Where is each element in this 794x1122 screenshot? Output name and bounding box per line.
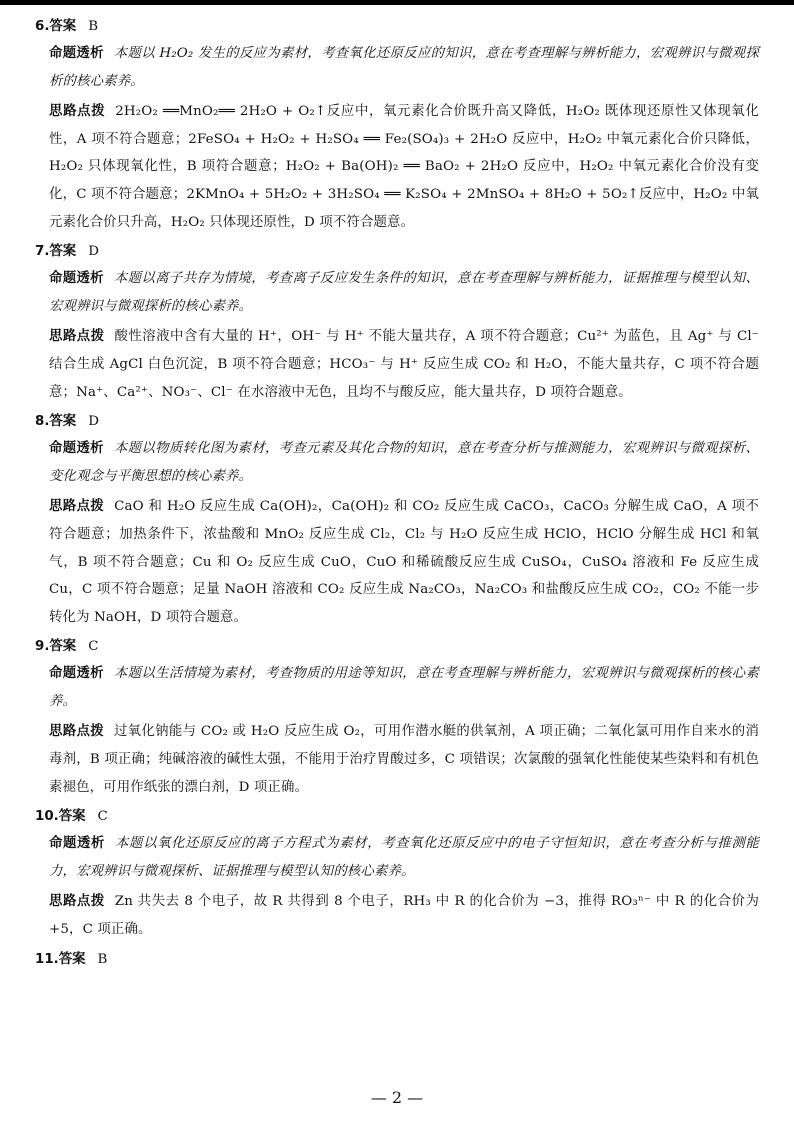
question-number: 9.答案 [35, 639, 77, 655]
question-number: 10.答案 [35, 809, 86, 825]
answer-line [35, 634, 759, 660]
question-7 [35, 239, 759, 406]
question-number: 6.答案 [35, 19, 77, 34]
analysis-label: 命题透析 [49, 666, 104, 682]
hint-label: 思路点拨 [49, 894, 105, 910]
hint-text: Zn 共失去 8 个电子，故 R 共得到 8 个电子，RH₃ 中 R 的化合价为 −3，推得 RO₃ⁿ⁻ 中 R 的化合价为 +5，C 项正确。 [49, 894, 759, 938]
analysis-text: 本题以氧化还原反应的离子方程式为素材，考查氧化还原反应中的电子守恒知识，意在考查分析与推测能力，宏观辨识与微观探析、证据推理与模型认知的核心素养。 [49, 836, 759, 879]
question-number: 8.答案 [35, 414, 77, 430]
answer-line [35, 409, 759, 435]
answer-letter: D [88, 414, 99, 430]
analysis-text: 本题以生活情境为素材，考查物质的用途等知识，意在考查理解与辨析能力，宏观辨识与微观探析的核心素养。 [49, 666, 759, 709]
analysis-label: 命题透析 [49, 836, 106, 852]
analysis-label: 命题透析 [49, 46, 104, 61]
analysis-paragraph [49, 435, 759, 490]
analysis-paragraph [49, 660, 759, 715]
hint-paragraph [49, 323, 759, 406]
question-11 [35, 947, 759, 973]
answer-page [35, 14, 759, 973]
answer-line [35, 947, 759, 973]
analysis-text: 本题以离子共存为情境，考查离子反应发生条件的知识，意在考查理解与辨析能力，证据推理与模型认知、宏观辨识与微观探析的核心素养。 [49, 271, 759, 314]
question-number: 7.答案 [35, 244, 77, 260]
question-8 [35, 409, 759, 631]
hint-label: 思路点拨 [49, 104, 106, 120]
answer-letter: B [97, 951, 108, 967]
analysis-label: 命题透析 [49, 271, 104, 287]
analysis-label: 命题透析 [49, 441, 104, 457]
question-9 [35, 634, 759, 801]
hint-text: CaO 和 H₂O 反应生成 Ca(OH)₂，Ca(OH)₂ 和 CO₂ 反应生成 CaCO₃，CaCO₃ 分解生成 CaO，A 项不符合题意；加热条件下，浓盐酸和 MnO₂ 反应生成 Cl₂，Cl₂ 与 H₂O 反应生成 HClO，HClO 分解生成 HCl 和氧气，B 项不符合题意；Cu 和 O₂ 反应生成 CuO，CuO 和稀硫酸反应生成 CuSO₄，CuSO₄ 溶液和 Fe 反应生成 Cu，C 项不符合题意；足量 NaOH 溶液和 CO₂ 反应生成 Na₂CO₃，Na₂CO₃ 和盐酸反应生成 CO₂，CO₂ 不能一步转化为 NaOH，D 项符合题意。 [49, 499, 759, 625]
hint-paragraph [49, 888, 759, 943]
hint-paragraph [49, 98, 759, 236]
hint-label: 思路点拨 [49, 499, 105, 515]
question-number: 11.答案 [35, 951, 86, 967]
analysis-paragraph [49, 265, 759, 320]
question-6 [35, 14, 759, 236]
answer-line [35, 804, 759, 830]
answer-line [35, 14, 759, 40]
hint-text: 过氧化钠能与 CO₂ 或 H₂O 反应生成 O₂，可用作潜水艇的供氧剂，A 项正确；二氧化氯可用作自来水的消毒剂，B 项正确；纯碱溶液的碱性太强，不能用于治疗胃酸过多，C 项错误；次氯酸的强氧化性能使某些染料和有机色素褪色，可用作纸张的漂白剂，D 项正确。 [49, 724, 759, 795]
answer-letter: D [88, 244, 99, 260]
answer-letter: B [88, 19, 99, 34]
hint-text: 2H₂O₂ ══MnO₂══ 2H₂O + O₂↑反应中，氧元素化合价既升高又降低，H₂O₂ 既体现还原性又体现氧化性，A 项不符合题意；2FeSO₄ + H₂O₂ + H₂SO₄ ══ Fe₂(SO₄)₃ + 2H₂O 反应中，H₂O₂ 中氧元素化合价只降低，H₂O₂ 只体现氧化性，B 项符合题意；H₂O₂ + Ba(OH)₂ ══ BaO₂ + 2H₂O 反应中，H₂O₂ 中氧元素化合价没有变化，C 项不符合题意；2KMnO₄ + 5H₂O₂ + 3H₂SO₄ ══ K₂SO₄ + 2MnSO₄ + 8H₂O + 5O₂↑反应中，H₂O₂ 中氧元素化合价只升高，H₂O₂ 只体现还原性，D 项不符合题意。 [49, 104, 759, 230]
hint-paragraph [49, 718, 759, 801]
hint-text: 酸性溶液中含有大量的 H⁺，OH⁻ 与 H⁺ 不能大量共存，A 项不符合题意；Cu²⁺ 为蓝色，且 Ag⁺ 与 Cl⁻ 结合生成 AgCl 白色沉淀，B 项不符合题意；HCO₃⁻ 与 H⁺ 反应生成 CO₂ 和 H₂O，不能大量共存，C 项不符合题意；Na⁺、Ca²⁺、NO₃⁻、Cl⁻ 在水溶液中无色，且均不与酸反应，能大量共存，D 项符合题意。 [49, 329, 759, 400]
top-border [0, 0, 794, 5]
analysis-paragraph [49, 830, 759, 885]
analysis-text: 本题以物质转化图为素材，考查元素及其化合物的知识，意在考查分析与推测能力，宏观辨识与微观探析、变化观念与平衡思想的核心素养。 [49, 441, 759, 484]
hint-label: 思路点拨 [49, 724, 104, 740]
answer-line [35, 239, 759, 265]
analysis-paragraph [49, 40, 759, 95]
analysis-text: 本题以 H₂O₂ 发生的反应为素材，考查氧化还原反应的知识，意在考查理解与辨析能力，宏观辨识与微观探析的核心素养。 [49, 46, 759, 89]
hint-label: 思路点拨 [49, 329, 105, 345]
answer-letter: C [88, 639, 99, 655]
hint-paragraph [49, 493, 759, 631]
question-10 [35, 804, 759, 943]
answer-letter: C [97, 809, 108, 825]
page-number: — 2 — [370, 1088, 424, 1107]
